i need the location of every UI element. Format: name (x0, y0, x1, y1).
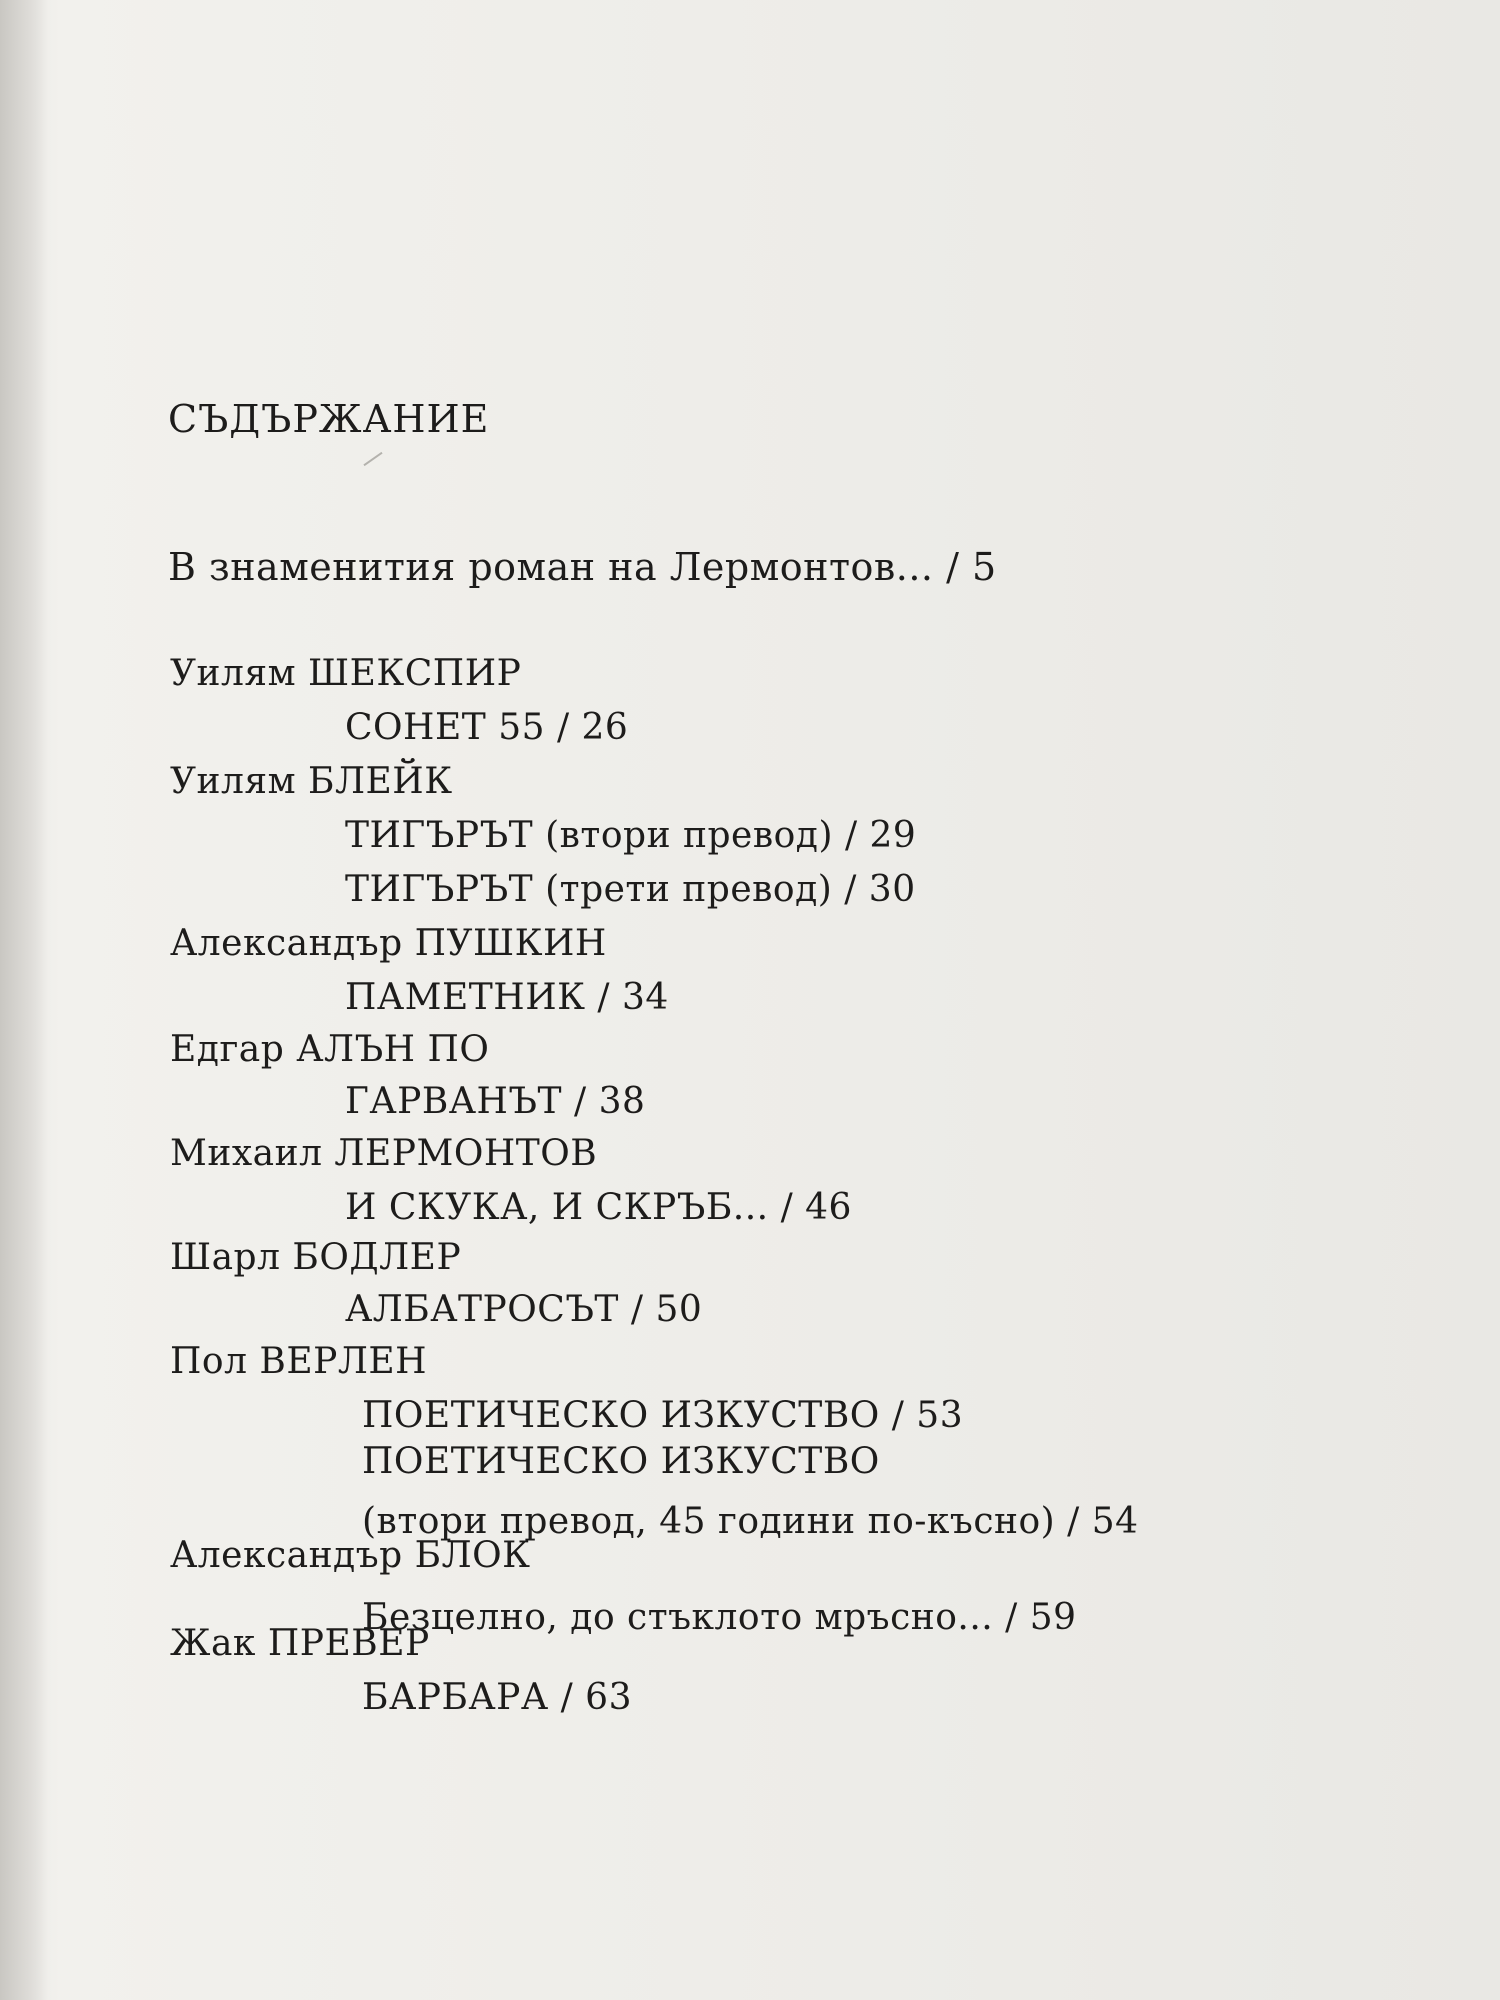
toc-work: ТИГЪРЪТ (трети превод) / 30 (345, 869, 916, 910)
toc-work: ПАМЕТНИК / 34 (345, 977, 669, 1018)
toc-title: СЪДЪРЖАНИЕ (168, 397, 490, 441)
toc-work-note: (втори превод, 45 години по-късно) / 54 (362, 1501, 1139, 1542)
toc-author: Жак ПРЕВЕР (170, 1623, 430, 1664)
toc-work: ТИГЪРЪТ (втори превод) / 29 (345, 815, 917, 856)
toc-work: ПОЕТИЧЕСКО ИЗКУСТВО (362, 1441, 880, 1482)
toc-work: АЛБАТРОСЪТ / 50 (345, 1289, 703, 1330)
toc-author: Пол ВЕРЛЕН (170, 1341, 428, 1382)
toc-work: Безцелно, до стъклото мръсно... / 59 (362, 1597, 1077, 1638)
toc-work: БАРБАРА / 63 (362, 1677, 632, 1718)
toc-author: Уилям ШЕКСПИР (170, 653, 522, 694)
toc-work: И СКУКА, И СКРЪБ... / 46 (345, 1187, 852, 1228)
toc-work: ГАРВАНЪТ / 38 (345, 1081, 646, 1122)
pencil-mark (363, 452, 382, 466)
toc-intro-entry: В знаменития роман на Лермонтов... / 5 (168, 545, 997, 589)
toc-author: Михаил ЛЕРМОНТОВ (170, 1133, 598, 1174)
toc-author: Шарл БОДЛЕР (170, 1237, 462, 1278)
toc-author: Уилям БЛЕЙК (170, 761, 453, 802)
toc-work: СОНЕТ 55 / 26 (345, 707, 629, 748)
toc-author: Александър БЛОК (170, 1535, 531, 1576)
toc-author: Едгар АЛЪН ПО (170, 1029, 490, 1070)
toc-author: Александър ПУШКИН (170, 923, 607, 964)
book-gutter (0, 0, 48, 2000)
toc-work: ПОЕТИЧЕСКО ИЗКУСТВО / 53 (362, 1395, 964, 1436)
